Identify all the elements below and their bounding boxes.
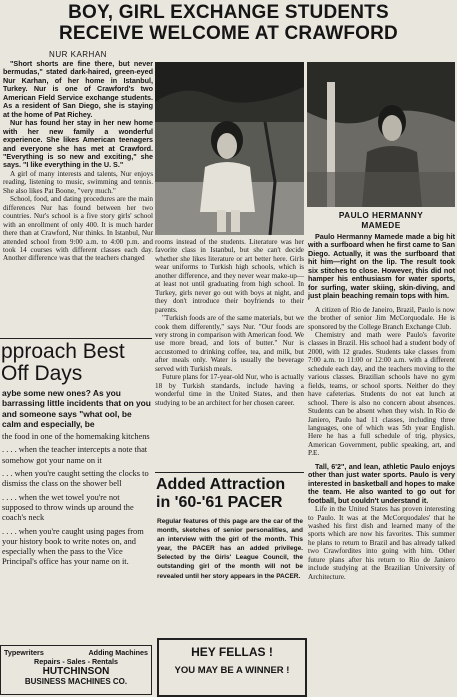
approach-item-4: . . . . when the wet towel you're not supposed to throw winds up around the coach's neck (2, 492, 134, 523)
nur-paragraph-5: rooms instead of the students. Literature was her favorite class in Istanbul, but she can't decide whether she likes literature or art better here. Girls wear uniforms to Turkish high schools, which is another difference, and they never wear make-up—at least not until graduating from high school. In Turkey, girls never go out with boys at night, and they don't introduce their boyfriends to their parents. (155, 238, 304, 314)
ad-line-2: Repairs - Sales - Rentals (34, 657, 118, 666)
paulo-paragraph-2: Chemistry and math were Paulo's favorite classes in Brazil. His school had a student body of 2000, with 12 grades. Students take classes from 7:00 a.m. to 11:00 or 12:00 a.m. with a different schedule each day, and the teachers moving to the various classes. Brazilian schools have no gym fields, teams, or school sports. Neither do they have cafeterias. Students do not eat lunch at school. There is also no concern about absences. Students can be absent when they wish. In Rio de Janiero, Paulo had 11 classes, including three languages, one of which was 5th year English. Here he has a full schedule of trig, physics, American Government, public speaking, art, and P.E. (308, 330, 455, 458)
paulo-photo-image (307, 62, 455, 207)
ad-name: HUTCHINSON (42, 666, 110, 677)
hey-fellas-box (157, 638, 307, 697)
paulo-article (308, 233, 455, 581)
ad-sub: BUSINESS MACHINES CO. (24, 677, 128, 686)
fellas-line-2: YOU MAY BE A WINNER ! (174, 665, 290, 676)
section-divider (0, 338, 152, 339)
approach-title-line-1: pproach Best (1, 340, 125, 363)
nur-photo (155, 62, 304, 235)
nur-paragraph-7: Future plans for 17-year-old Nur, who is actually 18 by Turkish standards, include having a wonderful time in the United States, and then studying to be an architect for her chosen career. (155, 373, 304, 407)
paulo-caption (307, 210, 455, 230)
headline-line-2: RECEIVE WELCOME AT CRAWFORD (59, 23, 398, 44)
approach-title-line-2: Off Days (1, 362, 83, 385)
nur-photo-image (155, 62, 304, 235)
headline-line-1: BOY, GIRL EXCHANGE STUDENTS (68, 2, 389, 23)
nur-article-col1 (3, 50, 153, 263)
paulo-paragraph-1: A citizen of Rio de Janeiro, Brazil, Paulo is now the brother of senior Jim McCorquodale. He is sponsored by the College Branch Exchange Club. (308, 305, 455, 331)
approach-body (2, 388, 152, 568)
ad-left: Typewriters (4, 648, 44, 657)
ad-right: Adding Machines (88, 648, 148, 657)
attraction-title-line-2: in '60-'61 PACER (156, 494, 283, 511)
nur-paragraph-3: A girl of many interests and talents, Nur enjoys reading, listening to music, swimming and tennis. She also likes Pat Boone, "very much." (3, 169, 153, 195)
main-headline (0, 2, 457, 44)
ad-services (1, 646, 151, 657)
attraction-body: Regular features of this page are the car of the month, sketches of senior personalities, and an interview with the girl of the month. This year, the PACER has an added privilege. Selected by the Girls' League Council, the outstanding girl of the month will not be revealed until her story appears in the PACER. (157, 518, 303, 580)
paulo-photo (307, 62, 455, 207)
paulo-last-paragraph: Life in the United States has proven interesting to Paulo. It was at the McCorquodales' that he washed his first dish and learned many of the sports which are now his favorites. This summer he plans to return to Brazil and has already talked two Crawfordites into going with him. Other future plans after his return to Rio de Janiero include studying at the Brazilian University of Architecture. (308, 505, 455, 581)
nur-paragraph-2: Nur has found her stay in her new home with her new family a wonderful experience. She likes American teenagers and everyone she has met at Crawford. "Everything is so new and exciting," she says. "I like everything in the U. S." (3, 118, 153, 170)
attraction-title (156, 476, 304, 512)
fellas-line-1: HEY FELLAS ! (191, 645, 273, 659)
approach-intro: aybe some new ones? As you barrassing little incidents that on you and someone says "what ool, be calm and especially, be (2, 388, 151, 429)
hutchinson-ad (0, 645, 152, 695)
nur-byline: NUR KARHAN (49, 50, 107, 59)
nur-lead-paragraph: "Short shorts are fine there, but never bermudas," stated dark-haired, green-eyed Nur Karhan, of her home in Istanbul, Turkey. Nur is one of Crawford's two American Field Service exchange students. As a resident of San Diego, she is staying at the home of Pat Richey. (3, 59, 153, 119)
approach-item-3: . . . when you're caught setting the clocks to dismiss the class on the shower bell (2, 469, 149, 489)
approach-item-5: . . . . when you're caught using pages from your history book to write notes on, and especially when the pass to the Vice Principal's office has your name on it. (2, 526, 144, 567)
nur-paragraph-4: School, food, and dating procedures are the main differences Nur has found between her two countries. Nur's school is a five story girls' school with an enrollment of only 400. It is much harder there than at Crawford, Nur thinks. In Istanbul, Nur attended school from 9:00 a.m. to 4:00 p.m. and took 14 courses with different classes each day. Another difference was that the teachers changed (3, 195, 153, 263)
paulo-bold-paragraph: Tall, 6'2", and lean, athletic Paulo enjoys other than just water sports. Paulo is very interested in basketball and hopes to make the team. He also wanted to go out for football, but couldn't understand it. (308, 461, 455, 505)
attraction-title-line-1: Added Attraction (156, 476, 286, 493)
approach-item-2: . . . . when the teacher intercepts a note that somehow got your name on it (2, 445, 148, 465)
paulo-caption-line-1: PAULO HERMANNY (338, 210, 424, 220)
approach-title (1, 341, 153, 385)
nur-paragraph-6: "Turkish foods are of the same materials, but we cook them differently," says Nur. "Our foods are very strong in comparison with American food. We use more bread, and lots of butter." Nur is accustomed to drinking coffee, tea, and milk, but after meals only. Water is usually the beverage served with Turkish meals. (155, 314, 304, 373)
attraction-divider (155, 472, 304, 473)
nur-article-col2 (155, 238, 304, 407)
paulo-lead-paragraph: Paulo Hermanny Mamede made a big hit with a surfboard when he first came to San Diego. Actually, it was the surfboard that hit him—right on the lip. The result took six stitches to close. However, this did not hamper his enthusiasm for water sports, for surfing, water skiing, skin-diving, and just plain beaching remain tops with him. (308, 232, 455, 301)
paulo-caption-line-2: MAMEDE (361, 220, 401, 230)
approach-item-1: the food in one of the homemaking kitchens (2, 432, 150, 442)
